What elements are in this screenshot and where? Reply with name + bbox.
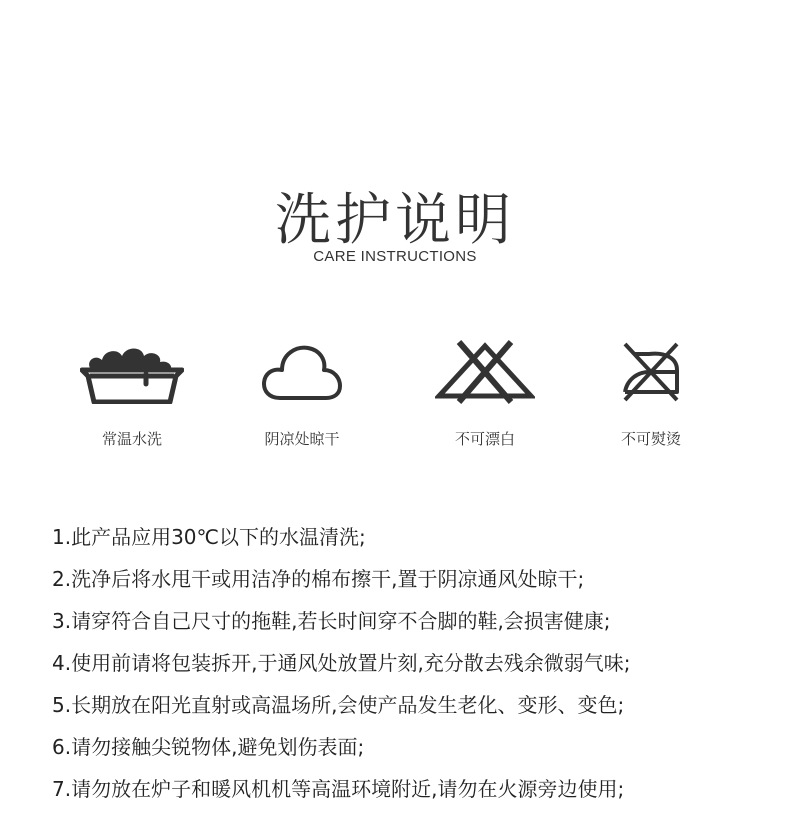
care-item-iron <box>571 340 731 449</box>
care-item-dry <box>222 340 382 449</box>
care-label-iron: 不可熨烫 <box>620 430 681 448</box>
cloud-icon <box>260 340 344 404</box>
page-title: 洗护说明 <box>275 188 515 253</box>
instruction-item-3: 3.请穿符合自己尺寸的拖鞋,若长时间穿不合脚的鞋,会损害健康; <box>52 609 611 633</box>
no-iron-icon <box>619 340 683 404</box>
instruction-item-5: 5.长期放在阳光直射或高温场所,会使产品发生老化、变形、变色; <box>52 693 625 717</box>
washbasin-icon <box>80 340 184 404</box>
care-icons-row <box>0 340 790 460</box>
instruction-list <box>52 516 772 810</box>
page-subtitle: CARE INSTRUCTIONS <box>313 248 477 265</box>
instruction-item-6: 6.请勿接触尖锐物体,避免划伤表面; <box>52 735 365 759</box>
instruction-item-7: 7.请勿放在炉子和暖风机机等高温环境附近,请勿在火源旁边使用; <box>52 777 625 801</box>
instruction-item-4: 4.使用前请将包装拆开,于通风处放置片刻,充分散去残余微弱气味; <box>52 651 631 675</box>
care-item-bleach <box>405 340 565 449</box>
care-label-dry: 阴凉处晾干 <box>264 430 340 448</box>
care-label-bleach: 不可漂白 <box>454 430 515 448</box>
care-label-wash: 常温水洗 <box>101 430 162 448</box>
instruction-item-1: 1.此产品应用30℃以下的水温清洗; <box>52 525 366 549</box>
no-bleach-icon <box>435 340 535 404</box>
instruction-item-2: 2.洗净后将水甩干或用洁净的棉布擦干,置于阴凉通风处晾干; <box>52 567 585 591</box>
care-item-wash <box>52 340 212 449</box>
